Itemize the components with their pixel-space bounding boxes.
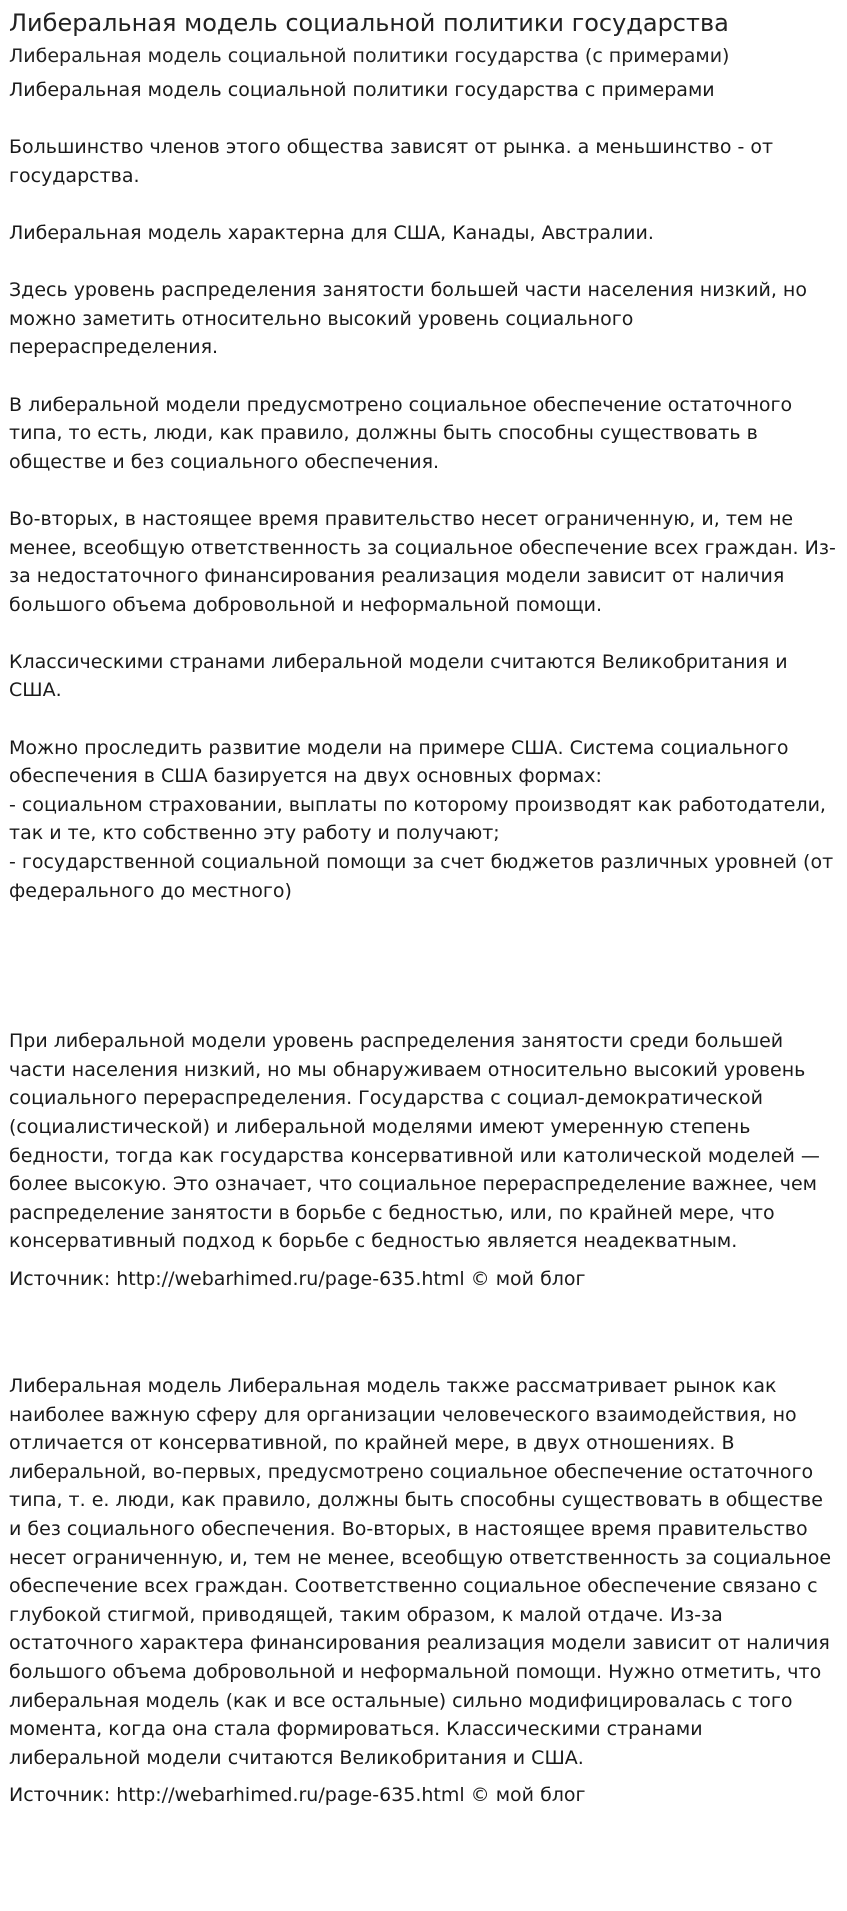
source-attribution: Источник: http://webarhimed.ru/page-635.html © мой блог <box>9 1784 586 1807</box>
page-title: Либеральная модель социальной политики государства <box>9 9 729 37</box>
article-text-redistribution: При либеральной модели уровень распределения занятости среди большей части населения низкий, но мы обнаруживаем относительно высокий уровень социального перераспределения. Государства с социал-демократической (социалистической) и либеральной моделями имеют умеренную степень бедности, тогда как государства консервативной или католической моделей — более высокую. Это означает, что социальное перераспределение важнее, чем распределение занятости в борьбе с бедностью, или, по крайней мере, что консервативный подход к борьбе с бедностью является неадекватным. <box>9 1030 820 1253</box>
article-text-intro: Либеральная модель социальной политики государства с примерами Большинство членов этого общества зависят от рынка. а меньшинство - от государства. Либеральная модель характерна для США, Канады, Австралии. Здесь уровень распределения занятости большей части населения низкий, но можно заметить относительно высокий уровень социального перераспределения. В либеральной модели предусмотрено социальное обеспечение остаточного типа, то есть, люди, как правило, должны быть способны существовать в обществе и без социального обеспечения. Во-вторых, в настоящее время правительство несет ограниченную, и, тем не менее, всеобщую ответственность за социальное обеспечение всех граждан. Из-за недостаточного финансирования реализация модели зависит от наличия большого объема добровольной и неформальной помощи. Классическими странами либеральной модели считаются Великобритания и США. Можно проследить развитие модели на примере США. Система социального обеспечения в США базируется на двух основных формах: - социальном страховании, выплаты по которому производят как работодатели, так и те, кто собственно эту работу и получают; - государственной социальной помощи за счет бюджетов различных уровней (от федерального до местного) <box>9 79 836 902</box>
article-text-liberal-model: Либеральная модель Либеральная модель также рассматривает рынок как наиболее важную сферу для организации человеческого взаимодействия, но отличается от консервативной, по крайней мере, в двух отношениях. В либеральной, во-первых, предусмотрено социальное обеспечение остаточного типа, т. е. люди, как правило, должны быть способны существовать в обществе и без социального обеспечения. Во-вторых, в настоящее время правительство несет ограниченную, и, тем не менее, всеобщую ответственность за социальное обеспечение всех граждан. Соответственно социальное обеспечение связано с глубокой стигмой, приводящей, таким образом, к малой отдаче. Из-за остаточного характера финансирования реализация модели зависит от наличия большого объема добровольной и неформальной помощи. Нужно отметить, что либеральная модель (как и все остальные) сильно модифицировалась с того момента, когда она стала формироваться. Классическими странами либеральной модели считаются Великобритания и США. <box>9 1374 832 1769</box>
page-subtitle: Либеральная модель социальной политики государства (с примерами) <box>9 45 730 67</box>
source-attribution: Источник: http://webarhimed.ru/page-635.html © мой блог <box>9 1267 586 1290</box>
